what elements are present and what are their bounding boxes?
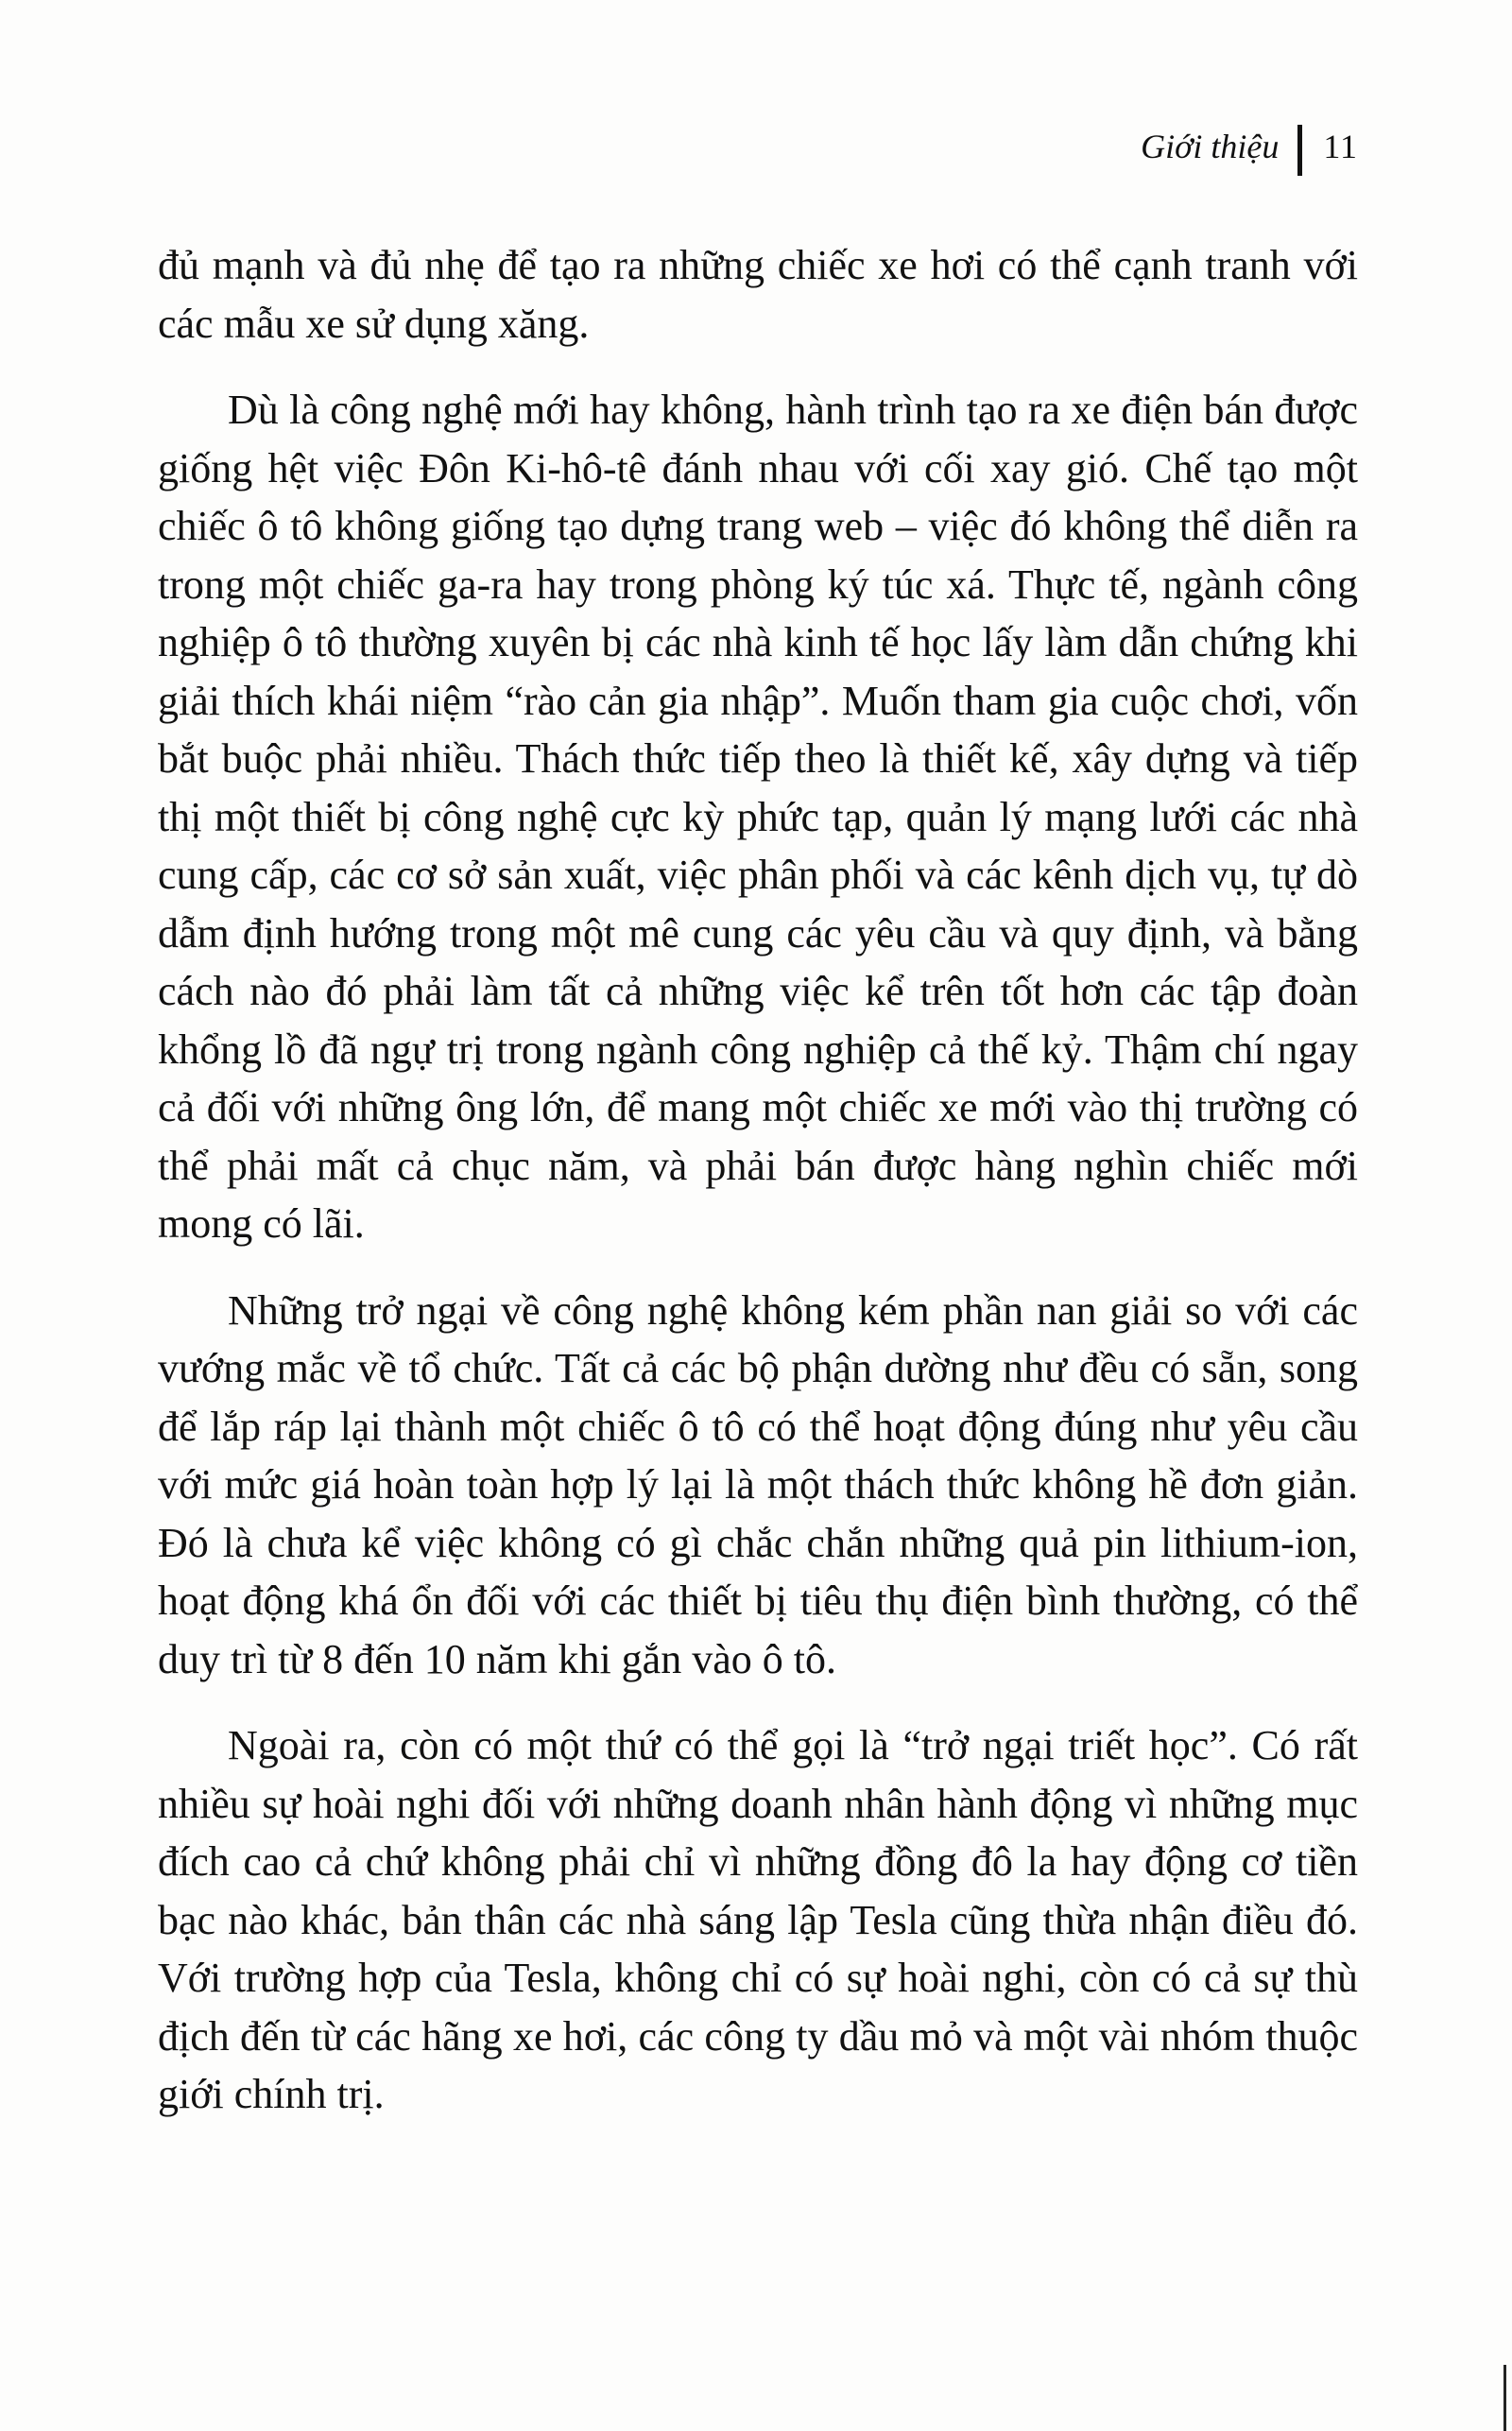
body-text	[158, 236, 1358, 2124]
page-number: 11	[1323, 128, 1358, 165]
running-header	[1141, 121, 1358, 172]
paragraph-continuation: đủ mạnh và đủ nhẹ để tạo ra những chiếc xe hơi có thể cạnh tranh với các mẫu xe sử dụng xăng.	[158, 242, 1358, 347]
page-edge-mark	[1503, 2365, 1506, 2431]
paragraph-barriers: Dù là công nghệ mới hay không, hành trình tạo ra xe điện bán được giống hệt việc Đôn Ki-hô-tê đánh nhau với cối xay gió. Chế tạo một chiếc ô tô không giống tạo dựng trang web – việc đó không thể diễn ra trong một chiếc ga-ra hay trong phòng ký túc xá. Thực tế, ngành công nghiệp ô tô thường xuyên bị các nhà kinh tế học lấy làm dẫn chứng khi giải thích khái niệm “rào cản gia nhập”. Muốn tham gia cuộc chơi, vốn bắt buộc phải nhiều. Thách thức tiếp theo là thiết kế, xây dựng và tiếp thị một thiết bị công nghệ cực kỳ phức tạp, quản lý mạng lưới các nhà cung cấp, các cơ sở sản xuất, việc phân phối và các kênh dịch vụ, tự dò dẫm định hướng trong một mê cung các yêu cầu và quy định, và bằng cách nào đó phải làm tất cả những việc kể trên tốt hơn các tập đoàn khổng lồ đã ngự trị trong ngành công nghiệp cả thế kỷ. Thậm chí ngay cả đối với những ông lớn, để mang một chiếc xe mới vào thị trường có thể phải mất cả chục năm, và phải bán được hàng nghìn chiếc mới mong có lãi.	[158, 387, 1358, 1247]
header-divider	[1297, 125, 1302, 176]
paragraph-technology: Những trở ngại về công nghệ không kém phần nan giải so với các vướng mắc về tổ chức. Tất cả các bộ phận dường như đều có sẵn, song để lắp ráp lại thành một chiếc ô tô có thể hoạt động đúng như yêu cầu với mức giá hoàn toàn hợp lý lại là một thách thức không hề đơn giản. Đó là chưa kể việc không có gì chắc chắn những quả pin lithium-ion, hoạt động khá ổn đối với các thiết bị tiêu thụ điện bình thường, có thể duy trì từ 8 đến 10 năm khi gắn vào ô tô.	[158, 1286, 1358, 1682]
paragraph-philosophy: Ngoài ra, còn có một thứ có thể gọi là “trở ngại triết học”. Có rất nhiều sự hoài nghi đối với những doanh nhân hành động vì những mục đích cao cả chứ không phải chỉ vì những đồng đô la hay động cơ tiền bạc nào khác, bản thân các nhà sáng lập Tesla cũng thừa nhận điều đó. Với trường hợp của Tesla, không chỉ có sự hoài nghi, còn có cả sự thù địch đến từ các hãng xe hơi, các công ty dầu mỏ và một vài nhóm thuộc giới chính trị.	[158, 1722, 1358, 2117]
section-title: Giới thiệu	[1141, 128, 1280, 165]
